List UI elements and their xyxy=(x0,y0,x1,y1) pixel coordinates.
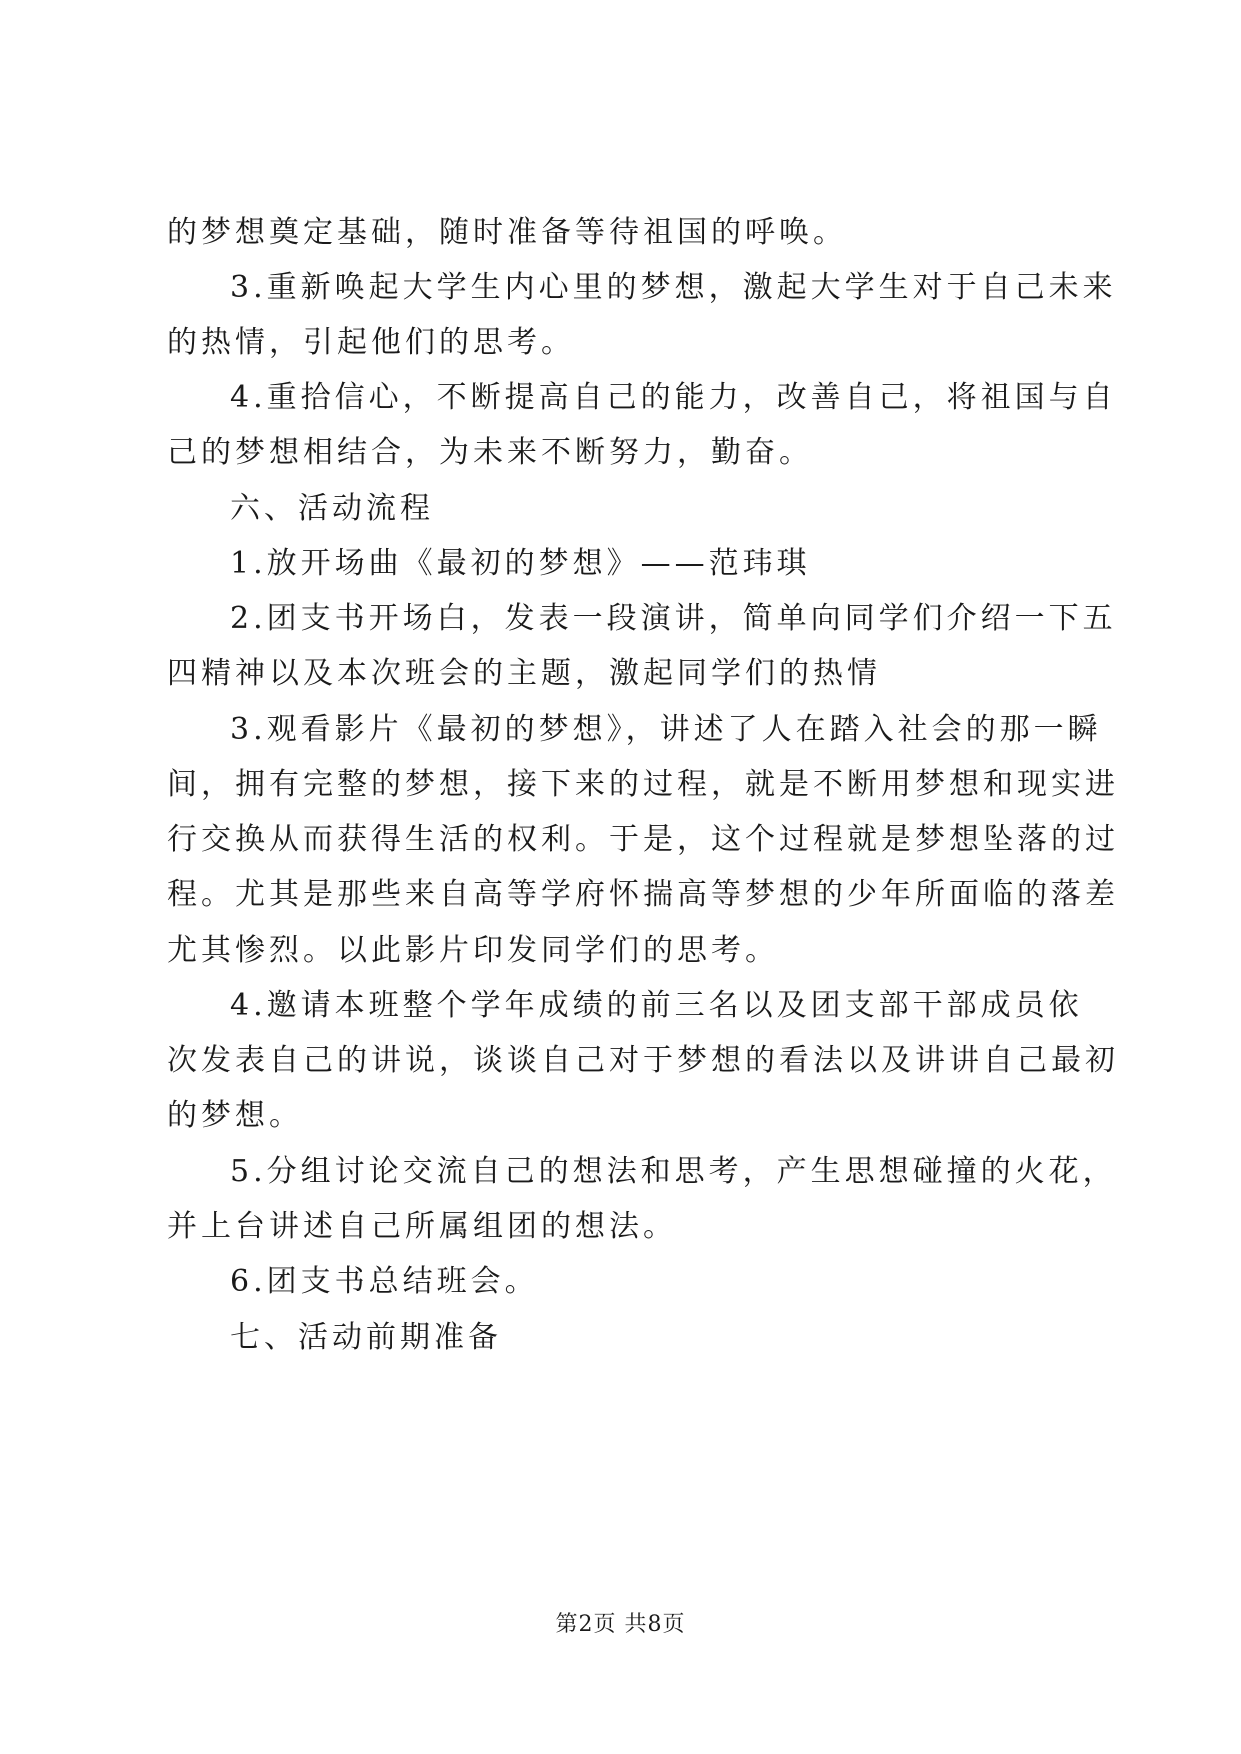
list-item: 1.放开场曲《最初的梦想》——范玮琪 xyxy=(230,546,811,581)
list-item: 3.重新唤起大学生内心里的梦想，激起大学生对于自己未来 xyxy=(230,270,1117,305)
text-line: 次发表自己的讲说，谈谈自己对于梦想的看法以及讲讲自己最初 xyxy=(167,1043,1119,1078)
text-line: 程。尤其是那些来自高等学府怀揣高等梦想的少年所面临的落差 xyxy=(167,877,1119,912)
text-line: 并上台讲述自己所属组团的想法。 xyxy=(167,1209,677,1244)
list-item: 4.重拾信心，不断提高自己的能力，改善自己，将祖国与自 xyxy=(230,380,1117,415)
text-line: 的梦想。 xyxy=(167,1098,303,1133)
list-item: 4.邀请本班整个学年成绩的前三名以及团支部干部成员依 xyxy=(230,988,1083,1023)
page-number: 第2页 共8页 xyxy=(555,1612,686,1637)
text-line: 行交换从而获得生活的权利。于是，这个过程就是梦想坠落的过 xyxy=(167,822,1119,857)
text-line: 的梦想奠定基础，随时准备等待祖国的呼唤。 xyxy=(167,215,847,250)
list-item: 3.观看影片《最初的梦想》，讲述了人在踏入社会的那一瞬 xyxy=(230,712,1102,747)
text-line: 四精神以及本次班会的主题，激起同学们的热情 xyxy=(167,656,881,691)
list-item: 2.团支书开场白，发表一段演讲，简单向同学们介绍一下五 xyxy=(230,601,1117,636)
text-line: 己的梦想相结合，为未来不断努力，勤奋。 xyxy=(167,435,813,470)
list-item: 5.分组讨论交流自己的想法和思考，产生思想碰撞的火花， xyxy=(230,1154,1117,1189)
list-item: 6.团支书总结班会。 xyxy=(230,1264,539,1299)
text-line: 的热情，引起他们的思考。 xyxy=(167,325,575,360)
text-line: 间，拥有完整的梦想，接下来的过程，就是不断用梦想和现实进 xyxy=(167,767,1119,802)
text-line: 尤其惨烈。以此影片印发同学们的思考。 xyxy=(167,933,779,968)
section-heading: 六、活动流程 xyxy=(230,491,434,526)
section-heading: 七、活动前期准备 xyxy=(230,1320,502,1355)
